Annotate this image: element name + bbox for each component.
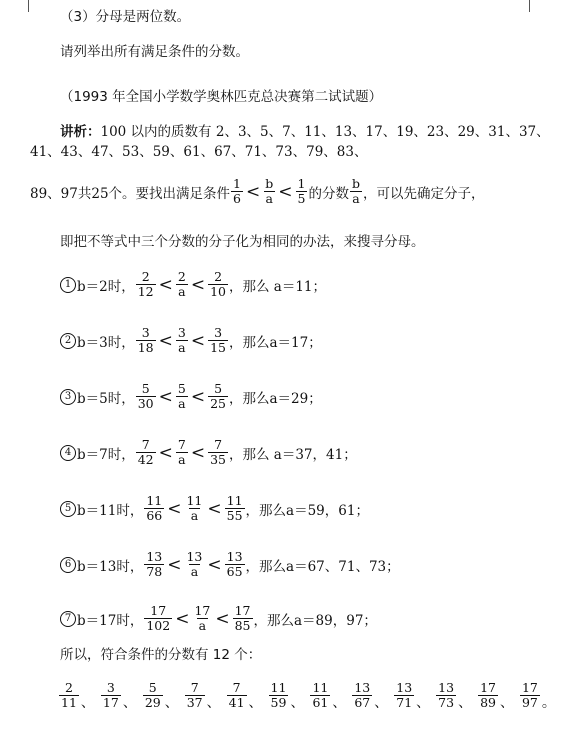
numerator: 7 bbox=[141, 437, 150, 452]
condition-3: （3）分母是两位数。 bbox=[60, 9, 191, 25]
case-row bbox=[60, 382, 322, 411]
primes-line-3 bbox=[30, 177, 484, 206]
fraction: $\frac{b}{a}$ bbox=[265, 176, 274, 206]
page-corner-mark-right bbox=[529, 0, 530, 12]
page-corner-mark-left bbox=[28, 0, 29, 12]
numerator: 5 bbox=[141, 381, 150, 396]
case-row bbox=[60, 438, 357, 467]
numerator: 11 bbox=[146, 493, 163, 508]
circled-number: 2 bbox=[60, 333, 76, 349]
fraction bbox=[269, 681, 289, 710]
less-than: < bbox=[190, 386, 206, 407]
denominator: 65 bbox=[226, 564, 243, 579]
case-row bbox=[60, 550, 400, 579]
separator: 、 bbox=[206, 695, 221, 711]
answers-list bbox=[58, 681, 561, 710]
fraction bbox=[208, 270, 228, 299]
numerator: 13 bbox=[186, 549, 203, 564]
circled-number: 7 bbox=[60, 611, 76, 627]
numerator: 11 bbox=[226, 493, 243, 508]
case-result: ，那么a＝29； bbox=[229, 390, 322, 407]
fraction bbox=[101, 681, 121, 710]
less-than: < bbox=[278, 181, 293, 202]
denominator: 89 bbox=[480, 695, 496, 710]
numerator: 5 bbox=[148, 680, 157, 695]
denominator: 11 bbox=[61, 695, 77, 710]
fraction bbox=[144, 494, 164, 523]
denominator: 25 bbox=[210, 396, 226, 411]
numerator: 2 bbox=[177, 269, 186, 284]
case-result: ，那么a＝17； bbox=[229, 334, 322, 351]
denominator: 85 bbox=[234, 618, 251, 633]
less-than: < bbox=[207, 498, 222, 519]
denominator: 55 bbox=[226, 508, 243, 523]
fraction bbox=[185, 681, 205, 710]
separator: 、 bbox=[332, 695, 347, 711]
less-than: < bbox=[175, 608, 190, 629]
case-label: b＝2时， bbox=[77, 278, 135, 295]
denominator: 17 bbox=[102, 695, 119, 710]
case-label: b＝3时， bbox=[77, 334, 135, 351]
fraction bbox=[233, 604, 253, 633]
denominator: a bbox=[178, 396, 186, 411]
separator: 、 bbox=[499, 695, 514, 711]
fraction bbox=[352, 681, 372, 710]
separator: 、 bbox=[374, 695, 389, 711]
fraction bbox=[176, 270, 188, 299]
less-than: < bbox=[215, 608, 230, 629]
denominator: 10 bbox=[210, 284, 226, 299]
denominator: 12 bbox=[137, 284, 154, 299]
question-text: 请列举出所有满足条件的分数。 bbox=[60, 44, 249, 60]
separator: 、 bbox=[290, 695, 305, 711]
less-than: < bbox=[158, 442, 173, 463]
circled-number: 6 bbox=[60, 557, 76, 573]
case-row bbox=[60, 604, 377, 633]
less-than: < bbox=[246, 181, 261, 202]
numerator: 2 bbox=[214, 269, 223, 284]
fraction bbox=[136, 382, 156, 411]
numerator: 5 bbox=[177, 381, 186, 396]
separator: 。 bbox=[541, 695, 556, 711]
method-text: 即把不等式中三个分数的分子化为相同的办法，来搜寻分母。 bbox=[60, 234, 425, 250]
case-row bbox=[60, 494, 369, 523]
denominator: 37 bbox=[186, 695, 203, 710]
fraction bbox=[143, 681, 163, 710]
numerator: 17 bbox=[480, 680, 496, 695]
fraction bbox=[136, 326, 156, 355]
denominator: 30 bbox=[137, 396, 154, 411]
separator: 、 bbox=[458, 695, 473, 711]
numerator: 13 bbox=[438, 680, 455, 695]
denominator: 73 bbox=[438, 695, 455, 710]
fraction bbox=[227, 681, 247, 710]
numerator: 17 bbox=[194, 603, 211, 618]
fraction bbox=[208, 326, 228, 355]
numerator: 3 bbox=[214, 325, 223, 340]
less-than: < bbox=[167, 554, 182, 575]
fraction bbox=[394, 681, 414, 710]
case-result: ，那么a＝67、71、73； bbox=[245, 558, 400, 575]
separator: 、 bbox=[80, 695, 95, 711]
numerator: 13 bbox=[396, 680, 413, 695]
fraction bbox=[520, 681, 540, 710]
fraction bbox=[144, 604, 172, 633]
numerator: 17 bbox=[150, 603, 167, 618]
less-than: < bbox=[207, 554, 222, 575]
separator: 、 bbox=[164, 695, 179, 711]
numerator: 13 bbox=[226, 549, 243, 564]
fraction bbox=[176, 326, 188, 355]
fraction bbox=[176, 438, 188, 467]
numerator: 13 bbox=[354, 680, 371, 695]
primes-text-c-start: 89、97共25个。要找出满足条件 bbox=[30, 185, 231, 202]
fraction bbox=[225, 550, 245, 579]
circled-number: 5 bbox=[60, 501, 76, 517]
denominator: 61 bbox=[312, 695, 329, 710]
less-than: < bbox=[158, 386, 173, 407]
separator: 、 bbox=[122, 695, 137, 711]
case-label: b＝5时， bbox=[77, 390, 135, 407]
numerator: 3 bbox=[106, 680, 115, 695]
numerator: 11 bbox=[312, 680, 329, 695]
fraction bbox=[136, 438, 156, 467]
numerator: 7 bbox=[190, 680, 199, 695]
denominator: 78 bbox=[146, 564, 163, 579]
fraction: $\frac{1}{6}$ bbox=[233, 176, 241, 206]
denominator: 41 bbox=[228, 695, 245, 710]
denominator: a bbox=[190, 508, 199, 523]
numerator: 3 bbox=[141, 325, 150, 340]
fraction bbox=[478, 681, 498, 710]
denominator: 97 bbox=[521, 695, 538, 710]
numerator: 2 bbox=[64, 680, 73, 695]
fraction bbox=[59, 681, 79, 710]
primes-text-c-mid: 的分数 bbox=[308, 185, 349, 202]
primes-line-2: 41、43、47、53、59、61、67、71、73、79、83、 bbox=[30, 144, 368, 160]
less-than: < bbox=[190, 274, 206, 295]
denominator: a bbox=[178, 452, 186, 467]
denominator: 67 bbox=[354, 695, 371, 710]
less-than: < bbox=[158, 330, 173, 351]
less-than: < bbox=[158, 274, 173, 295]
fraction bbox=[136, 270, 156, 299]
case-row bbox=[60, 270, 326, 299]
fraction bbox=[184, 494, 204, 523]
fraction bbox=[310, 681, 330, 710]
case-label: b＝13时， bbox=[77, 558, 144, 575]
numerator: 11 bbox=[270, 680, 287, 695]
numerator: 11 bbox=[186, 493, 203, 508]
conclusion-text: 所以，符合条件的分数有 12 个： bbox=[60, 647, 262, 663]
denominator: a bbox=[178, 284, 186, 299]
less-than: < bbox=[167, 498, 182, 519]
case-result: ，那么a＝59，61； bbox=[245, 502, 369, 519]
circled-number: 1 bbox=[60, 277, 76, 293]
numerator: 17 bbox=[521, 680, 538, 695]
denominator: 59 bbox=[270, 695, 287, 710]
denominator: 15 bbox=[210, 340, 226, 355]
less-than: < bbox=[190, 442, 206, 463]
primes-text-a: 100 以内的质数有 2、3、5、7、11、13、17、19、23、29、31、37、 bbox=[100, 124, 550, 140]
denominator: 35 bbox=[210, 452, 226, 467]
denominator: 29 bbox=[144, 695, 161, 710]
denominator: a bbox=[198, 618, 207, 633]
separator: 、 bbox=[416, 695, 431, 711]
fraction bbox=[192, 604, 212, 633]
primes-line-1 bbox=[60, 123, 550, 141]
primes-text-c-end: ，可以先确定分子， bbox=[362, 185, 485, 202]
case-result: ，那么 a＝37，41； bbox=[229, 446, 357, 463]
numerator: 3 bbox=[177, 325, 186, 340]
fraction bbox=[208, 438, 228, 467]
case-result: ，那么 a＝11； bbox=[229, 278, 327, 295]
case-label: b＝11时， bbox=[77, 502, 144, 519]
source-note: （1993 年全国小学数学奥林匹克总决赛第二试试题） bbox=[60, 89, 383, 105]
denominator: 102 bbox=[146, 618, 171, 633]
denominator: 71 bbox=[396, 695, 413, 710]
numerator: 7 bbox=[214, 437, 223, 452]
denominator: 18 bbox=[137, 340, 154, 355]
fraction: $\frac{1}{5}$ bbox=[297, 176, 306, 206]
denominator: a bbox=[178, 340, 186, 355]
fraction bbox=[176, 382, 188, 411]
analysis-label: 讲析： bbox=[60, 124, 101, 140]
numerator: 17 bbox=[234, 603, 251, 618]
denominator: a bbox=[190, 564, 199, 579]
numerator: 5 bbox=[214, 381, 223, 396]
separator: 、 bbox=[248, 695, 263, 711]
fraction bbox=[208, 382, 228, 411]
numerator: 7 bbox=[232, 680, 241, 695]
fraction bbox=[225, 494, 245, 523]
case-label: b＝7时， bbox=[77, 446, 135, 463]
fraction: $\frac{b}{a}$ bbox=[351, 176, 360, 206]
circled-number: 3 bbox=[60, 389, 76, 405]
denominator: 42 bbox=[137, 452, 154, 467]
circled-number: 4 bbox=[60, 445, 76, 461]
less-than: < bbox=[190, 330, 206, 351]
denominator: 66 bbox=[146, 508, 163, 523]
case-row bbox=[60, 326, 322, 355]
fraction bbox=[184, 550, 204, 579]
case-label: b＝17时， bbox=[77, 612, 144, 629]
fraction bbox=[436, 681, 456, 710]
numerator: 13 bbox=[146, 549, 163, 564]
fraction bbox=[144, 550, 164, 579]
numerator: 7 bbox=[177, 437, 186, 452]
case-result: ，那么a＝89，97； bbox=[253, 612, 377, 629]
numerator: 2 bbox=[141, 269, 150, 284]
